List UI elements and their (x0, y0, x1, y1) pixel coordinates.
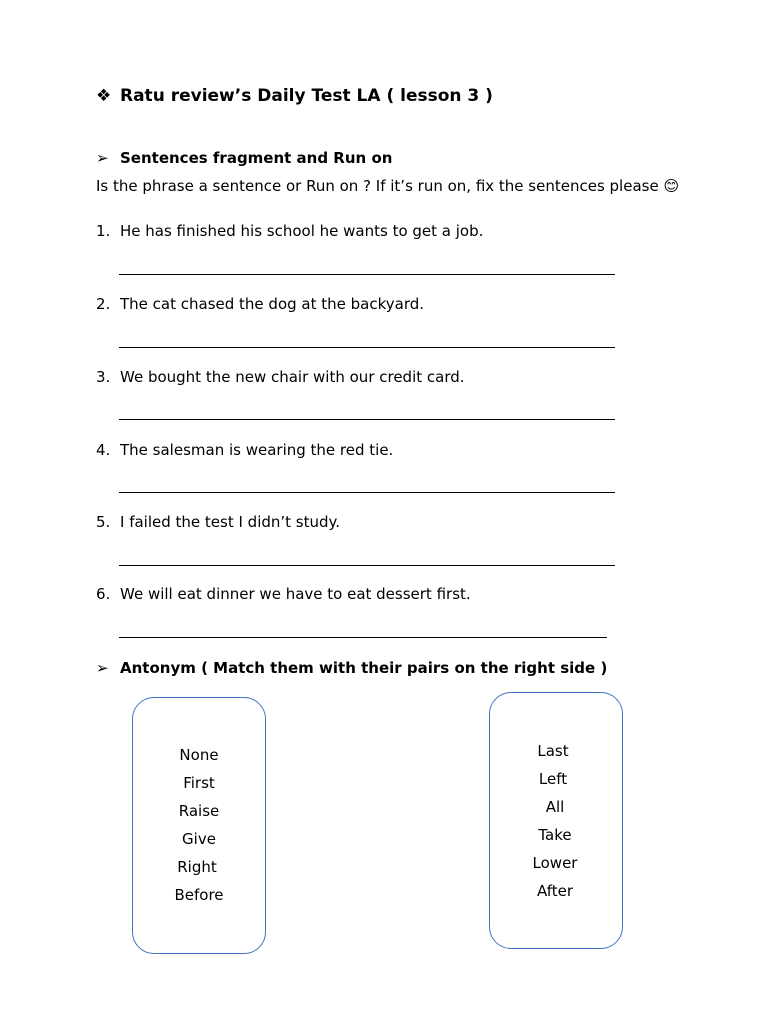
instruction-text: Is the phrase a sentence or Run on ? If it’s run on, fix the sentences please 😊 (96, 177, 680, 195)
question-text: We bought the new chair with our credit card. (120, 368, 465, 386)
right-word-box (489, 692, 623, 949)
question-number: 2. (96, 295, 111, 313)
arrow-bullet-icon: ➢ (96, 149, 109, 167)
answer-line-4[interactable] (119, 492, 615, 493)
question-text: The cat chased the dog at the backyard. (120, 295, 425, 313)
left-word: Before (174, 886, 224, 904)
answer-line-2[interactable] (119, 347, 615, 348)
answer-line-6[interactable] (119, 637, 607, 638)
answer-line-1[interactable] (119, 274, 615, 275)
question-text: I failed the test I didn’t study. (120, 513, 341, 531)
diamond-bullet-icon: ❖ (96, 86, 112, 106)
question-number: 6. (96, 585, 111, 603)
left-word: First (183, 774, 215, 792)
section-heading-antonym (96, 659, 607, 677)
question-item-6 (96, 585, 471, 603)
left-word: Right (177, 858, 217, 876)
question-number: 3. (96, 368, 111, 386)
section-heading-sentences (96, 149, 392, 167)
left-word-box (132, 697, 266, 954)
question-text: The salesman is wearing the red tie. (120, 441, 394, 459)
arrow-bullet-icon: ➢ (96, 659, 109, 677)
left-word: Give (182, 830, 216, 848)
left-word: None (179, 746, 219, 764)
left-word: Raise (178, 802, 220, 820)
question-number: 1. (96, 222, 111, 240)
answer-line-3[interactable] (119, 419, 615, 420)
section-heading-text: Antonym ( Match them with their pairs on the right side ) (120, 659, 608, 677)
question-text: We will eat dinner we have to eat dessert first. (120, 585, 471, 603)
question-number: 5. (96, 513, 111, 531)
section-heading-text: Sentences fragment and Run on (120, 149, 393, 167)
right-word: Lower (532, 854, 578, 872)
answer-line-5[interactable] (119, 565, 615, 566)
question-number: 4. (96, 441, 111, 459)
question-text: He has finished his school he wants to get a job. (120, 222, 484, 240)
question-item-3 (96, 368, 465, 386)
right-word: Last (537, 742, 569, 760)
right-word: After (536, 882, 574, 900)
question-item-2 (96, 295, 424, 313)
question-item-5 (96, 513, 340, 531)
right-word: Take (538, 826, 572, 844)
question-item-1 (96, 222, 483, 240)
page-title-text: Ratu review’s Daily Test LA ( lesson 3 ) (120, 86, 493, 106)
right-word: Left (538, 770, 568, 788)
right-word: All (545, 798, 565, 816)
question-item-4 (96, 441, 393, 459)
page-title (96, 86, 493, 106)
